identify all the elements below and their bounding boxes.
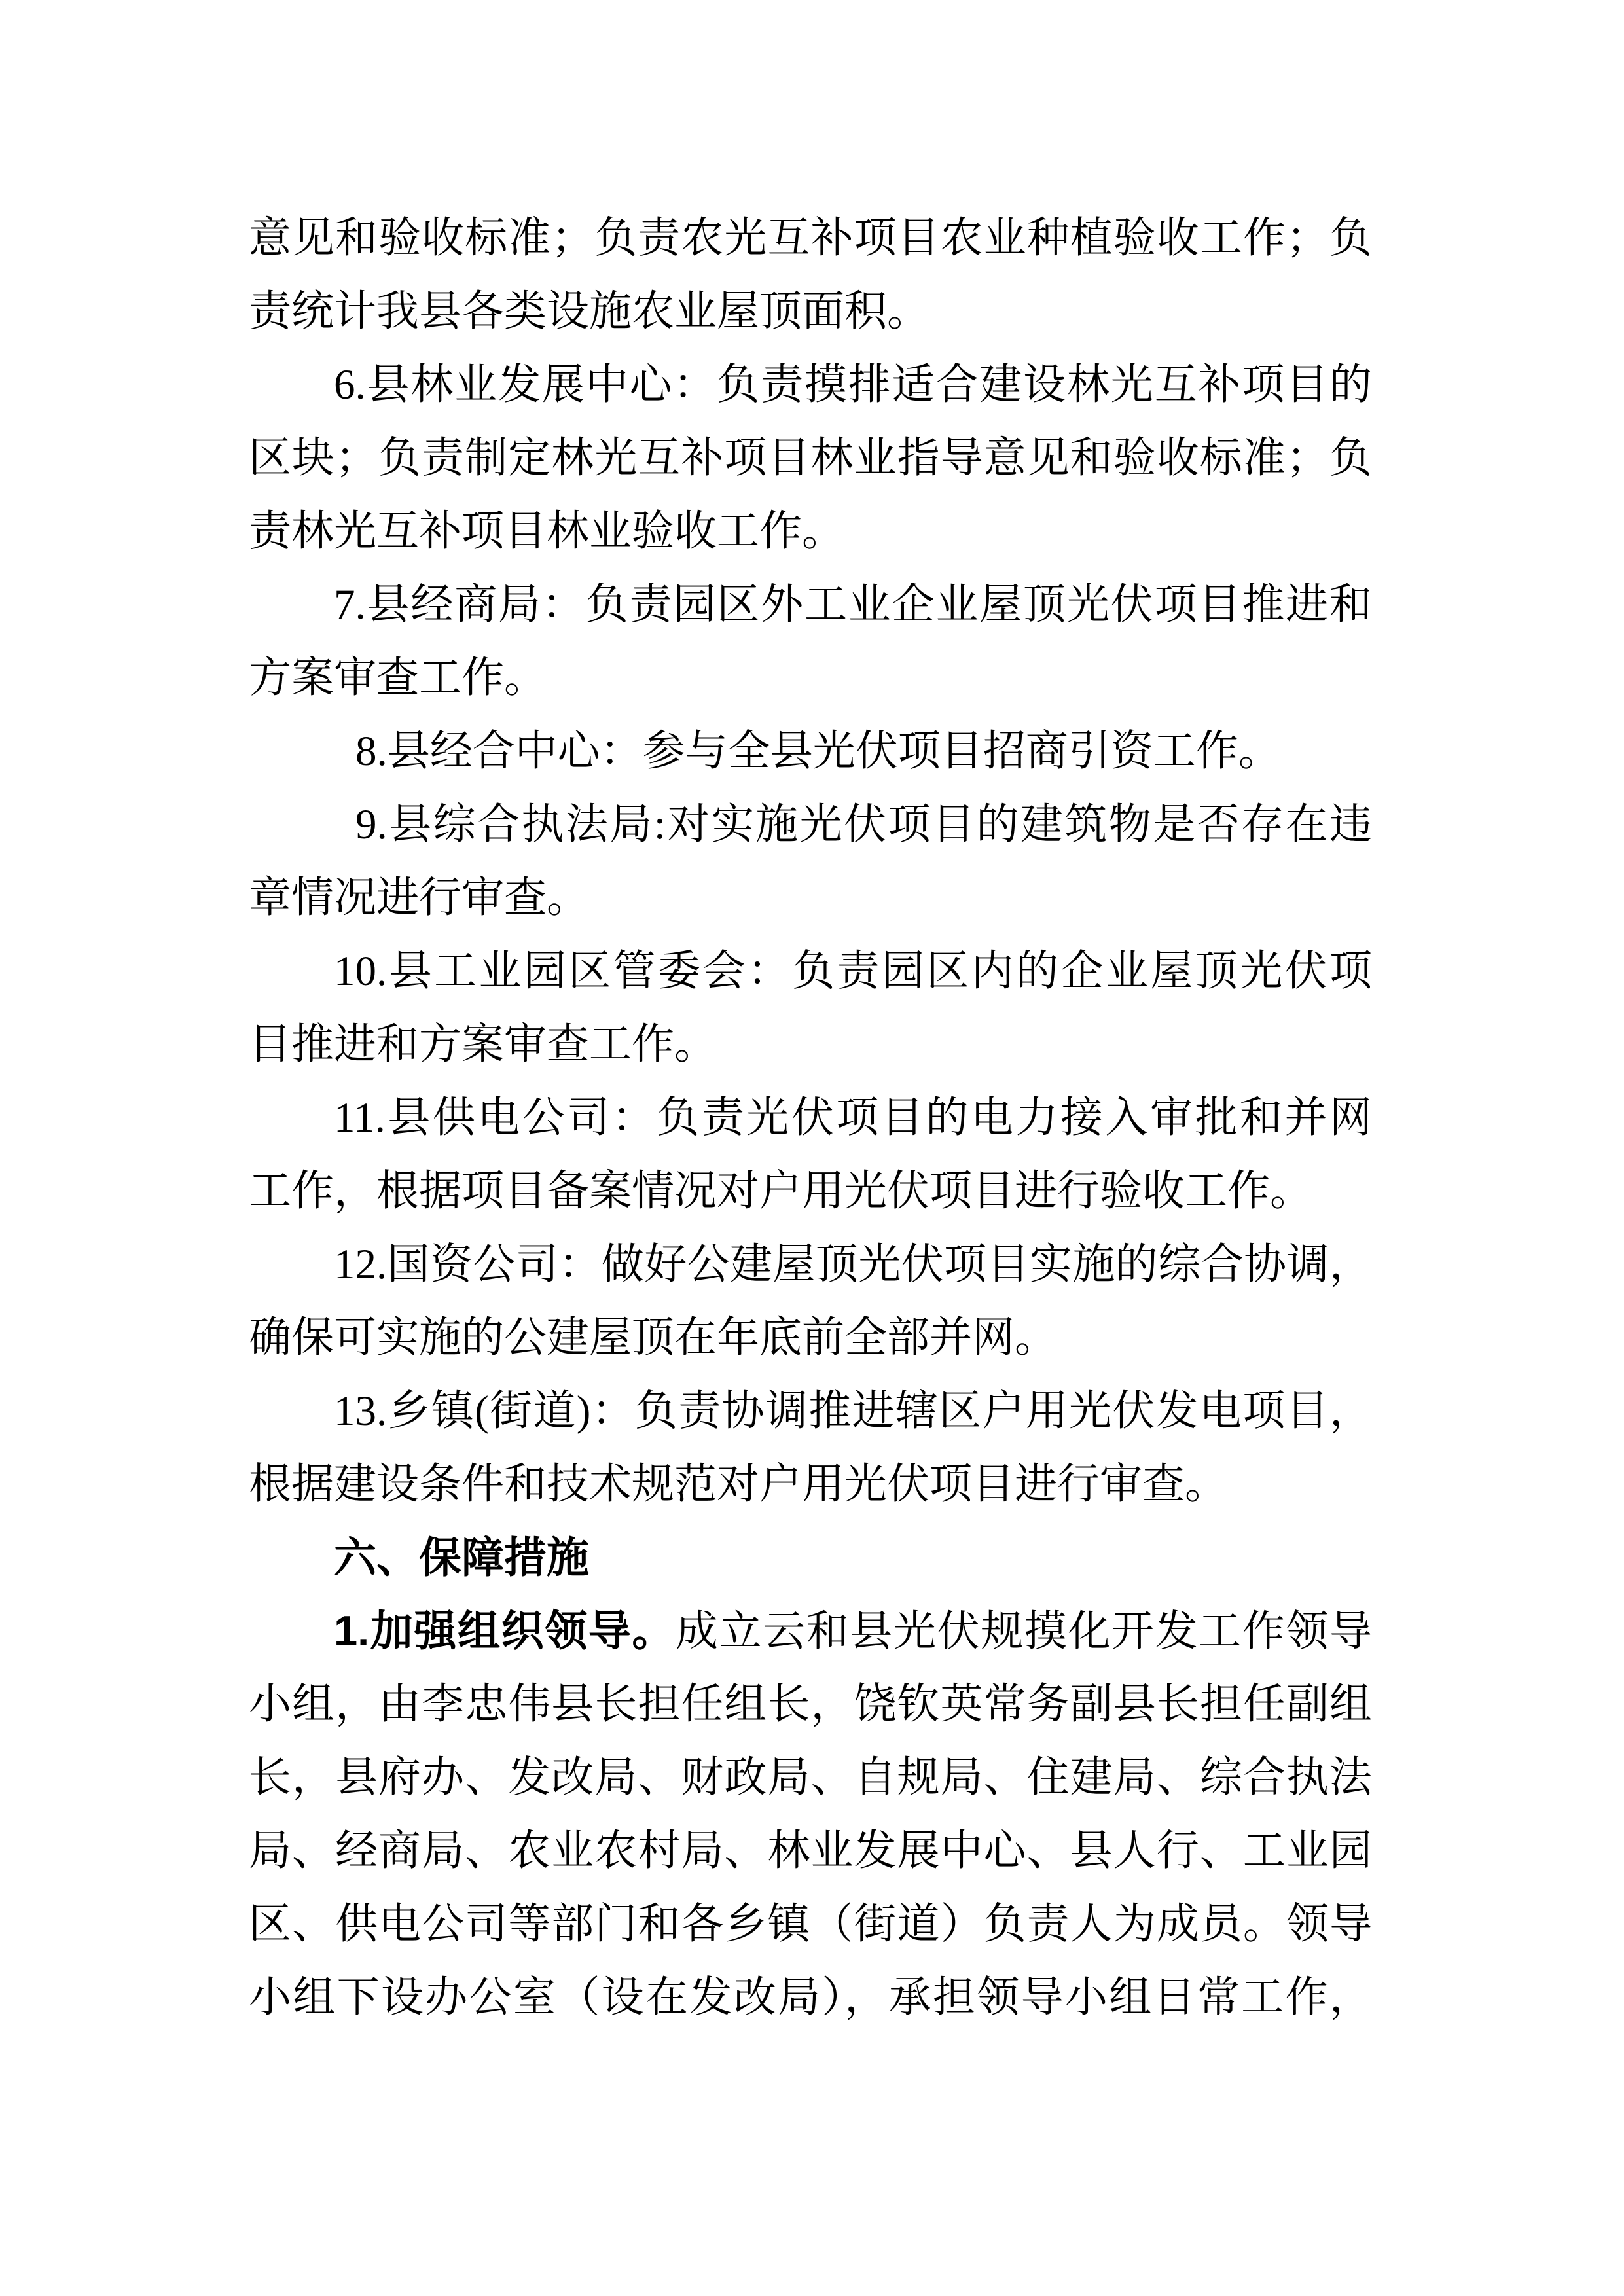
document-line: 小组，由李忠伟县长担任组长，饶钦英常务副县长担任副组 [249, 1681, 1372, 1728]
document-line: 目推进和方案审查工作。 [249, 1021, 717, 1068]
document-line: 区、供电公司等部门和各乡镇（街道）负责人为成员。领导 [249, 1901, 1372, 1948]
section-heading [249, 1521, 1372, 1594]
document-line: 确保可实施的公建屋顶在年底前全部并网。 [249, 1314, 1058, 1361]
document-line: 方案审查工作。 [249, 655, 547, 702]
document-line: 根据建设条件和技术规范对户用光伏项目进行审查。 [249, 1461, 1228, 1508]
document-line: 章情况进行审查。 [249, 874, 590, 922]
paragraph-text: 成立云和县光伏规摸化开发工作领导 [676, 1608, 1372, 1655]
document-line-item-8: 8.县经合中心：参与全县光伏项目招商引资工作。 [355, 728, 1281, 775]
document-line-item-6: 6.县林业发展中心：负责摸排适合建设林光互补项目的 [334, 361, 1372, 408]
document-line: 局、经商局、农业农村局、林业发展中心、县人行、工业园 [249, 1827, 1372, 1874]
document-line-item-12: 12.国资公司：做好公建屋顶光伏项目实施的综合协调， [334, 1241, 1372, 1288]
document-text-block [249, 202, 1372, 2034]
document-line: 责林光互补项目林业验收工作。 [249, 508, 845, 555]
document-line: 长，县府办、发改局、财政局、自规局、住建局、综合执法 [249, 1754, 1372, 1801]
document-line: 责统计我县各类设施农业屋顶面积。 [249, 288, 930, 335]
document-line-item-11: 11.县供电公司：负责光伏项目的电力接入审批和并网 [334, 1094, 1372, 1141]
document-line: 意见和验收标准；负责农光互补项目农业种植验收工作；负 [249, 215, 1372, 262]
document-line-item-10: 10.县工业园区管委会：负责园区内的企业屋顶光伏项 [334, 948, 1372, 995]
document-line: 区块；负责制定林光互补项目林业指导意见和验收标准；负 [249, 435, 1372, 482]
section-heading-text: 六、保障措施 [334, 1534, 590, 1581]
document-line-item-13: 13.乡镇(街道)：负责协调推进辖区户用光伏发电项目， [334, 1388, 1372, 1435]
document-line-item-9: 9.县综合执法局:对实施光伏项目的建筑物是否存在违 [355, 801, 1372, 848]
paragraph-lead-line [249, 1594, 1372, 1668]
document-line: 工作，根据项目备案情况对户用光伏项目进行验收工作。 [249, 1168, 1313, 1215]
paragraph-lead-bold: 1.加强组织领导。 [334, 1607, 676, 1655]
document-line: 小组下设办公室（设在发改局），承担领导小组日常工作， [249, 1974, 1372, 2021]
document-line-item-7: 7.县经商局：负责园区外工业企业屋顶光伏项目推进和 [334, 581, 1372, 628]
